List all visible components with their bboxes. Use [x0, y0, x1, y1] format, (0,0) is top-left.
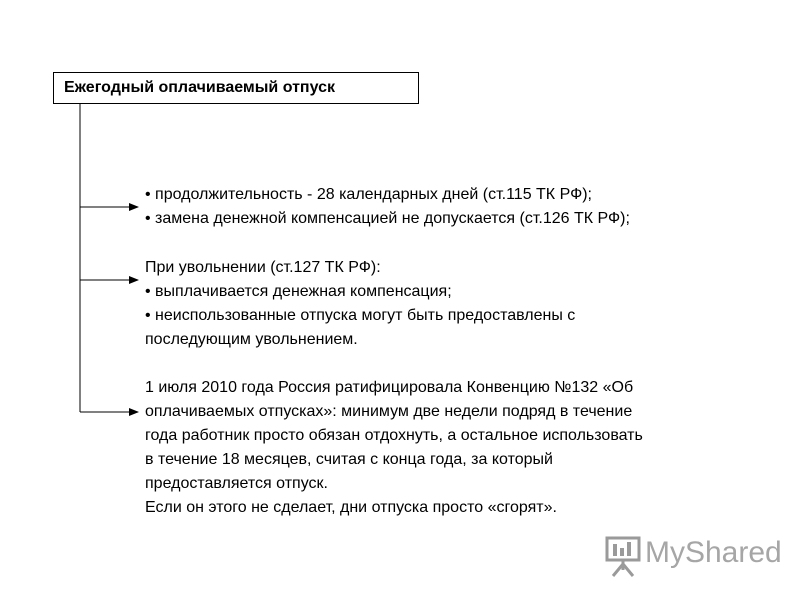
- line: • неиспользованные отпуска могут быть предоставлены с: [145, 307, 576, 324]
- watermark-text: MyShared: [645, 536, 782, 569]
- watermark-logo: [603, 530, 782, 580]
- title-text: Ежегодный оплачиваемый отпуск: [64, 79, 335, 96]
- line: в течение 18 месяцев, считая с конца года, за который: [145, 451, 553, 468]
- presentation-board-icon: [603, 530, 643, 580]
- line: оплачиваемых отпусках»: минимум две недели подряд в течение: [145, 403, 633, 420]
- line: При увольнении (ст.127 ТК РФ):: [145, 259, 381, 276]
- line: предоставляется отпуск.: [145, 475, 328, 492]
- line: года работник просто обязан отдохнуть, а остальное использовать: [145, 427, 643, 444]
- block-duration: [145, 183, 630, 231]
- line: Если он этого не сделает, дни отпуска просто «сгорят».: [145, 499, 557, 516]
- line: последующим увольнением.: [145, 331, 358, 348]
- line: • выплачивается денежная компенсация;: [145, 283, 452, 300]
- line: • замена денежной компенсацией не допускается (ст.126 ТК РФ);: [145, 210, 630, 227]
- block-dismissal: [145, 256, 575, 352]
- line: 1 июля 2010 года Россия ратифицировала Конвенцию №132 «Об: [145, 379, 634, 396]
- block-convention: [145, 376, 643, 520]
- line: • продолжительность - 28 календарных дней (ст.115 ТК РФ);: [145, 186, 592, 203]
